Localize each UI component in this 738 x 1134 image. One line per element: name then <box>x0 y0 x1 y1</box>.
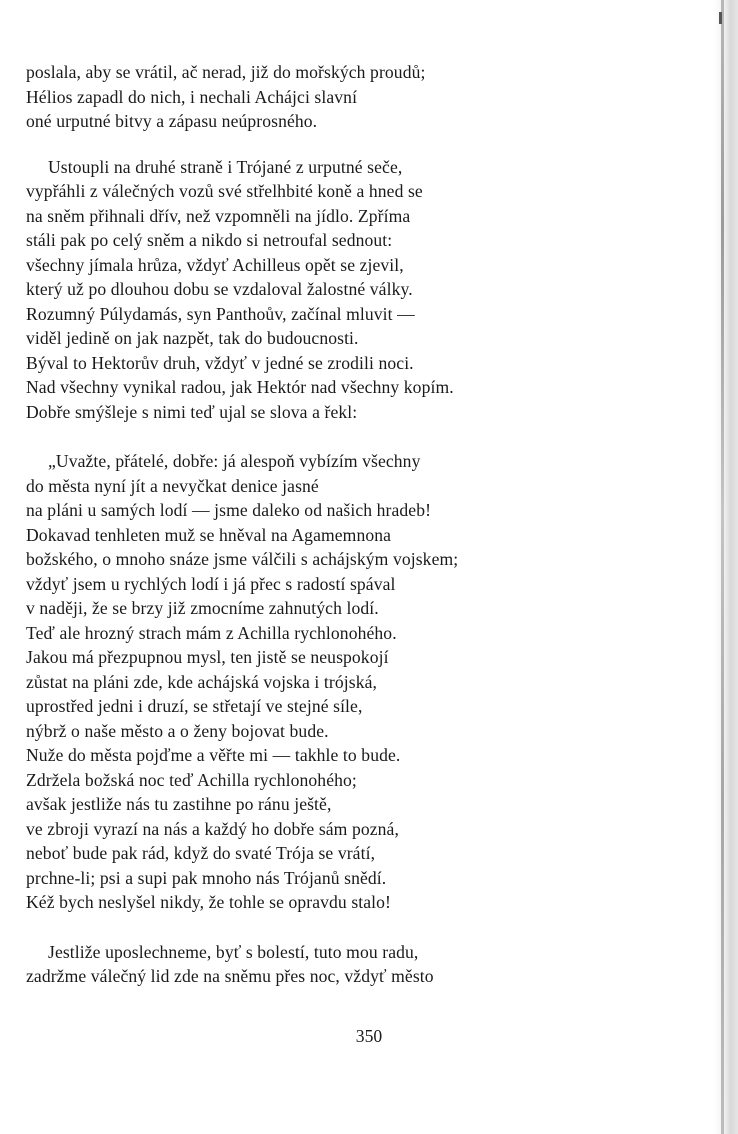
page-edge-mark <box>719 12 722 24</box>
text-line: ve zbroji vyrazí na nás a každý ho dobře sám pozná, <box>26 818 399 839</box>
text-line: neboť bude pak rád, když do svaté Trója se vrátí, <box>26 843 376 863</box>
text-line: do města nyní jít a nevyčkat denice jasné <box>26 475 319 496</box>
text-line: vždyť jsem u rychlých lodí i já přec s radostí spával <box>26 573 396 594</box>
paragraph-gap <box>26 424 686 449</box>
paragraph-gap <box>26 134 686 155</box>
text-line: na sněm přihnali dřív, než vzpomněli na jídlo. Zpříma <box>26 205 411 226</box>
text-line: zadržme válečný lid zde na sněmu přes noc, vždyť město <box>26 966 434 986</box>
text-line: oné urputné bitvy a zápasu neúprosného. <box>26 111 318 131</box>
text-line: vypřáhli z válečných vozů své střelhbité koně a hned se <box>26 181 423 201</box>
page-edge-line <box>721 0 724 1134</box>
paragraph-3 <box>26 449 686 915</box>
text-line: Jakou má přezpupnou mysl, ten jistě se neuspokojí <box>26 647 389 667</box>
text-line: božského, o mnoho snáze jsme válčili s achájským vojskem; <box>26 549 459 569</box>
text-line: prchne-li; psi a supi pak mnoho nás Trójanů snědí. <box>26 867 387 888</box>
text-line: „Uvažte, přátelé, dobře: já alespoň vybízím všechny <box>48 451 421 471</box>
text-line: stáli pak po celý sněm a nikdo si netroufal sednout: <box>26 230 393 250</box>
text-line: Zdržela božská noc teď Achilla rychlonohého; <box>26 769 357 790</box>
text-line: nýbrž o naše město a o ženy bojovat bude. <box>26 720 329 741</box>
text-line: viděl jedině on jak nazpět, tak do budoucnosti. <box>26 328 359 348</box>
text-line: Býval to Hektorův druh, vždyť v jedné se zrodili noci. <box>26 352 414 373</box>
text-line: poslala, aby se vrátil, ač nerad, již do mořských proudů; <box>26 62 426 82</box>
paragraph-4 <box>26 940 686 989</box>
text-line: který už po dlouhou dobu se vzdaloval žalostné války. <box>26 279 413 299</box>
text-line: Rozumný Púlydamás, syn Panthoův, začínal mluvit — <box>26 303 415 324</box>
text-line: všechny jímala hrůza, vždyť Achilleus opět se zjevil, <box>26 254 404 275</box>
text-line: Nad všechny vynikal radou, jak Hektór nad všechny kopím. <box>26 377 454 397</box>
text-line: Dokavad tenhleten muž se hněval na Agamemnona <box>26 524 392 545</box>
page-edge-shadow <box>714 0 738 1134</box>
page-number: 350 <box>355 1026 383 1046</box>
text-line: Kéž bych neslyšel nikdy, že tohle se opravdu stalo! <box>26 892 392 912</box>
text-line: uprostřed jedni i druzí, se střetají ve stejné síle, <box>26 696 363 716</box>
text-line: Dobře smýšleje s nimi teď ujal se slova a řekl: <box>26 401 358 422</box>
paragraph-1 <box>26 60 686 134</box>
text-line: Nuže do města pojďme a věřte mi — takhle to bude. <box>26 745 401 765</box>
text-line: Teď ale hrozný strach mám z Achilla rychlonohého. <box>26 622 397 643</box>
text-line: Ustoupli na druhé straně i Trójané z urputné seče, <box>48 156 403 177</box>
text-line: zůstat na pláni zde, kde achájská vojska i trójská, <box>26 671 377 692</box>
text-line: Hélios zapadl do nich, i nechali Acháјci slavní <box>26 86 358 107</box>
text-line: Jestliže uposlechneme, byť s bolestí, tuto mou radu, <box>48 941 419 962</box>
text-line: v naději, že se brzy již zmocníme zahnutých lodí. <box>26 598 379 618</box>
paragraph-gap <box>26 915 686 940</box>
paragraph-2 <box>26 155 686 425</box>
text-line: avšak jestliže nás tu zastihne po ránu ještě, <box>26 794 332 814</box>
text-line: na pláni u samých lodí — jsme daleko od našich hradeb! <box>26 500 432 520</box>
body-text <box>26 60 686 989</box>
